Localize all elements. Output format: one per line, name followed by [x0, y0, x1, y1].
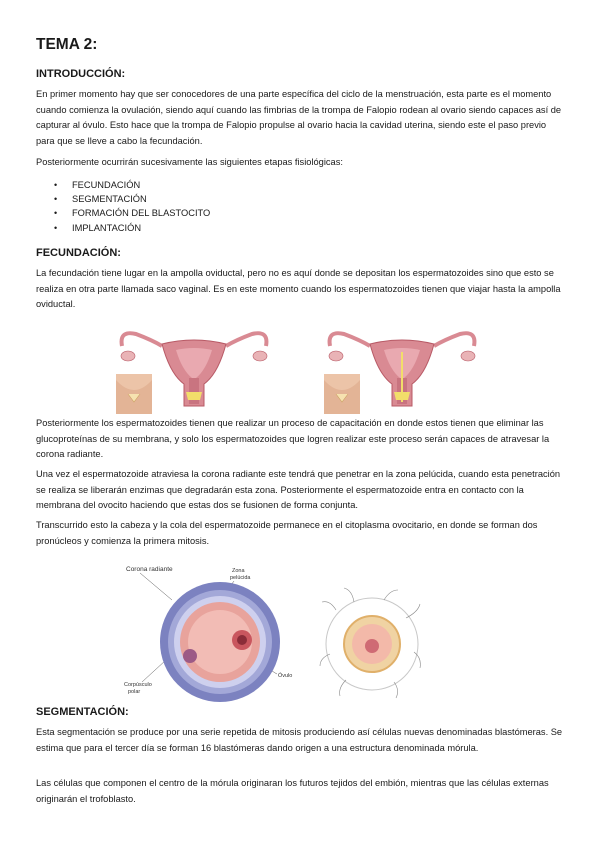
uterus-figure-left: [116, 333, 267, 414]
label-corpusculo: Corpúsculo: [124, 682, 152, 688]
fecundacion-heading: FECUNDACIÓN:: [36, 247, 121, 259]
label-polar: polar: [128, 689, 141, 695]
fecundacion-paragraph-2: Posteriormente los espermatozoides tienen que realizar un proceso de capacitación en donde estos tienen que eliminar las glucoproteínas de su membrana, y solo los espermatozoides que logren realizar este proceso serán capaces de atravesar la corona radiante.: [36, 418, 550, 459]
oocyte-illustrations: [122, 562, 422, 702]
label-pelucida: pelúcida: [230, 575, 251, 581]
segmentacion-paragraph-2: Las células que componen el centro de la mórula originaran los futuros tejidos del embión, mientras que las células externas originarán el trofoblasto.: [36, 778, 549, 804]
uterus-illustrations: [114, 322, 514, 414]
segmentacion-heading: SEGMENTACIÓN:: [36, 706, 129, 718]
list-item: • FECUNDACIÓN: [36, 178, 210, 192]
stages-list: [36, 178, 210, 235]
list-item: • FORMACIÓN DEL BLASTOCITO: [36, 206, 210, 220]
fecundacion-paragraph-3: Una vez el espermatozoide atraviesa la corona radiante este tendrá que penetrar en la zona pelúcida, cuando esta penetración se realiza se liberarán enzimas que degradarán esta zona. Posteriormente el espermatozoide entra en contacto con la membrana del ovocito haciendo que estas dos se fusionen de forma conjunta.: [36, 469, 561, 510]
uterus-figure-right: [324, 333, 475, 414]
label-ovulo: Óvulo: [278, 673, 293, 679]
intro-paragraph-1: En primer momento hay que ser conocedores de una parte específica del ciclo de la menstruación, esta parte es el momento cuando comienza la ovulación, siendo aquí cuando las fimbrias de la trompa de Falopio rodean al ovario siendo capaces así de capturar al óvulo. Esto hace que la trompa de Falopio propulse al ovario hacia la cavidad uterina, siendo este el paso previo para que se lleve a cabo la fecundación.: [36, 89, 562, 146]
label-zona: Zona: [232, 568, 245, 574]
label-corona-radiante: Corona radiante: [126, 566, 173, 573]
list-item: • SEGMENTACIÓN: [36, 192, 210, 206]
list-item: • IMPLANTACIÓN: [36, 221, 210, 235]
intro-heading: INTRODUCCIÓN:: [36, 68, 126, 80]
oocyte-right: [320, 588, 420, 698]
fecundacion-paragraph-1: La fecundación tiene lugar en la ampolla oviductal, pero no es aquí donde se depositan los espermatozoides sino que esto se realiza en otra parte llamada saco vaginal. Es en este momento cuando los espermatozoides tienen que viajar hasta la ampolla oviductal.: [36, 268, 561, 309]
page-title: TEMA 2:: [36, 36, 98, 53]
segmentacion-paragraph-1: Esta segmentación se produce por una serie repetida de mitosis produciendo así células nuevas denominadas blastómeras. Se estima que para el tercer día se forman 16 blastómeras dando origen a una estructura denominada mórula.: [36, 727, 563, 753]
intro-paragraph-2: Posteriormente ocurrirán sucesivamente las siguientes etapas fisiológicas:: [36, 157, 343, 167]
fecundacion-paragraph-4: Transcurrido esto la cabeza y la cola del espermatozoide permanece en el citoplasma ovocitario, en donde se forman dos pronúcleos y comienza la primera mitosis.: [36, 520, 538, 546]
oocyte-left: [160, 582, 280, 702]
